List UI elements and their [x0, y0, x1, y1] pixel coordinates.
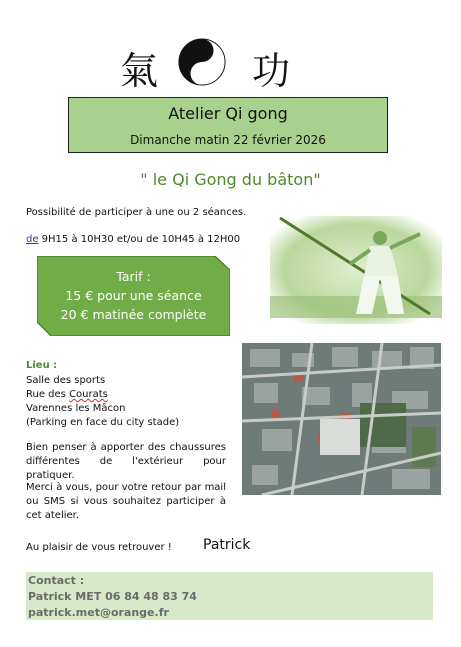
- event-title: Atelier Qi gong: [168, 104, 288, 123]
- contact-title: Contact :: [28, 574, 85, 587]
- gong-glyph: 功: [252, 49, 291, 93]
- tarif-line-1: 15 € pour une séance: [65, 288, 202, 303]
- contact-box: [26, 572, 433, 620]
- lieu-line-1: Salle des sports: [26, 375, 106, 386]
- lieu-line-4: (Parking en face du city stade): [26, 417, 180, 428]
- closing-line: Au plaisir de vous retrouver !: [26, 542, 172, 553]
- lieu-street-prefix: Rue des: [26, 389, 70, 400]
- lieu-address: [26, 374, 179, 430]
- schedule-times: 9H15 à 10H30 et/ou de 10H45 à 12H00: [38, 234, 241, 245]
- thanks-note: Merci à vous, pour votre retour par mail ou SMS si vous souhaitez participer à cet atelier.: [26, 482, 226, 521]
- tarif-box: [37, 256, 230, 336]
- event-subtitle: " le Qi Gong du bâton": [140, 170, 321, 189]
- event-date: Dimanche matin 22 février 2026: [130, 133, 326, 147]
- schedule-de: de: [26, 234, 39, 245]
- qi-glyph: 氣: [120, 49, 159, 93]
- lieu-street-name: Courats: [69, 389, 108, 400]
- contact-email[interactable]: patrick.met@orange.fr: [28, 606, 169, 619]
- lieu-title: Lieu :: [26, 360, 58, 371]
- title-box: [68, 97, 388, 153]
- contact-phone[interactable]: Patrick MET 06 84 48 83 74: [28, 590, 197, 603]
- yin-yang-icon: [178, 38, 226, 86]
- tarif-title: Tarif :: [116, 269, 151, 284]
- schedule-text: [26, 233, 240, 247]
- sessions-note: Possibilité de participer à une ou 2 séances.: [26, 207, 247, 218]
- lieu-line-2: [26, 388, 179, 402]
- qi-gong-photo: [270, 216, 442, 324]
- lieu-line-3: Varennes les Mâcon: [26, 403, 126, 414]
- tarif-line-2: 20 € matinée complète: [60, 307, 207, 322]
- shoes-reminder: Bien penser à apporter des chaussures différentes de l'extérieur pour pratiquer.: [26, 442, 226, 481]
- aerial-map: [242, 343, 441, 495]
- signature: Patrick: [203, 537, 251, 553]
